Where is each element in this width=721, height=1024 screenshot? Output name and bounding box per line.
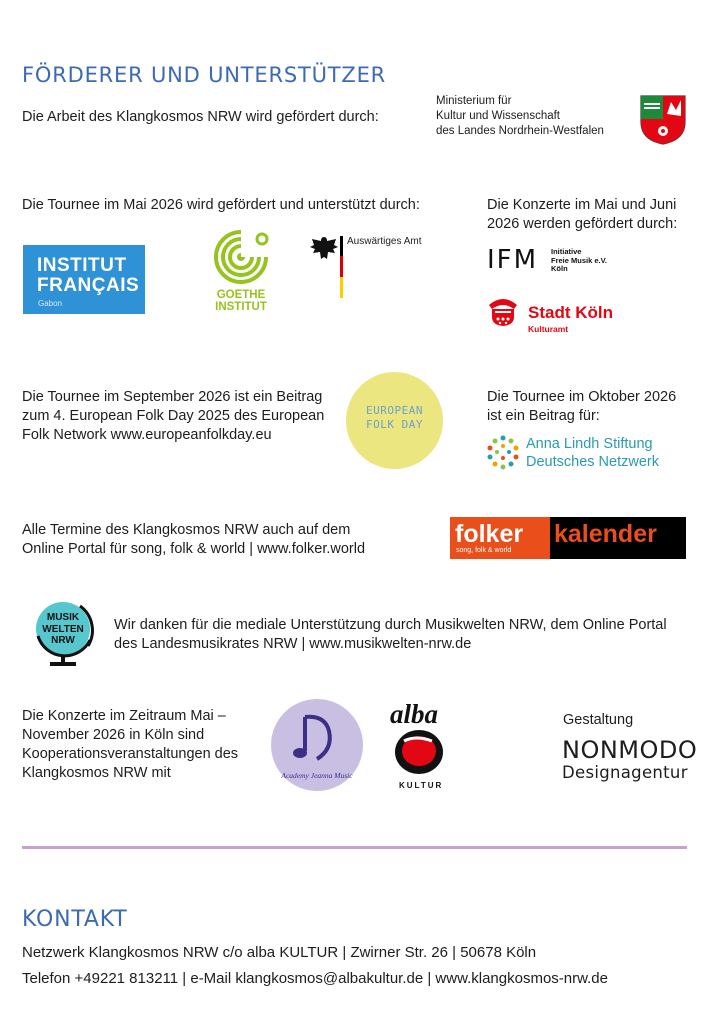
tour-september-line-1: Die Tournee im September 2026 ist ein Beitrag — [22, 389, 323, 405]
anna-lindh-line-2: Deutsches Netzwerk — [526, 454, 659, 470]
musikwelten-text-line-2: des Landesmusikrates NRW | www.musikwelten-nrw.de — [114, 636, 472, 652]
auswaertiges-amt-label: Auswärtiges Amt — [347, 236, 422, 247]
ministry-line-1: Ministerium für — [436, 95, 512, 107]
tour-october-text — [487, 388, 676, 426]
musikwelten-logo — [28, 596, 100, 668]
concerts-may-june-line-1: Die Konzerte im Mai und Juni — [487, 197, 677, 213]
concerts-may-june-line-2: 2026 werden gefördert durch: — [487, 216, 678, 232]
anna-lindh-text — [526, 435, 659, 471]
ifm-line-1: Initiative — [551, 247, 582, 256]
stadt-koeln-crest-icon — [486, 295, 520, 327]
institut-line-1: INSTITUT — [37, 255, 127, 276]
ifm-line-3: Köln — [551, 264, 568, 273]
academy-text: Academy Jeanna Music — [281, 771, 353, 780]
contact-line-2: Telefon +49221 813211 | e-Mail klangkosmos@albakultur.de | www.klangkosmos-nrw.de — [22, 970, 608, 987]
nonmodo-logo: NONMODO — [562, 736, 698, 764]
kulturamt-label: Kulturamt — [528, 324, 569, 334]
academy-music-note-icon — [289, 709, 345, 769]
tour-october-line-1: Die Tournee im Oktober 2026 — [487, 389, 677, 405]
folker-line-1: Alle Termine des Klangkosmos NRW auch auf dem — [22, 522, 351, 538]
musikwelten-line-2: WELTEN — [42, 623, 84, 635]
cologne-line-2: November 2026 in Köln sind — [22, 727, 205, 743]
ministry-line-2: Kultur und Wissenschaft — [436, 110, 561, 122]
contact-heading: KONTAKT — [22, 907, 128, 932]
academy-logo — [271, 699, 363, 791]
cologne-line-4: Klangkosmos NRW mit — [22, 765, 171, 781]
goethe-line-2: INSTITUT — [215, 301, 267, 313]
nonmodo-sub: Designagentur — [562, 763, 688, 782]
musikwelten-line-3: NRW — [51, 635, 75, 646]
stadt-koeln-label: Stadt Köln — [528, 303, 613, 322]
design-label: Gestaltung — [563, 712, 634, 728]
contact-text — [22, 940, 608, 992]
musikwelten-text — [114, 616, 667, 654]
tour-september-line-2: zum 4. European Folk Day 2025 des European — [22, 408, 325, 424]
nrw-coat-of-arms-icon — [638, 94, 688, 146]
european-folk-day-logo — [346, 372, 443, 469]
tour-october-line-2: ist ein Beitrag für: — [487, 408, 600, 424]
ministry-intro: Die Arbeit des Klangkosmos NRW wird gefördert durch: — [22, 109, 379, 125]
supporters-heading: FÖRDERER UND UNTERSTÜTZER — [22, 63, 387, 87]
alba-logo-text: alba — [390, 699, 439, 729]
folker-logo-right: kalender — [554, 520, 657, 548]
folker-line-2: Online Portal für song, folk & world | www.folker.world — [22, 541, 366, 557]
institut-line-2: FRANÇAIS — [37, 275, 140, 296]
institut-francais-logo — [23, 245, 145, 314]
ifm-logo: IFM — [487, 245, 539, 275]
anna-lindh-line-1: Anna Lindh Stiftung — [526, 436, 653, 452]
ifm-text — [551, 248, 607, 274]
efd-line-2: FOLK DAY — [366, 418, 423, 431]
german-flag-stripe — [340, 236, 343, 298]
ministry-name — [436, 94, 604, 139]
anna-lindh-dots-icon — [485, 434, 521, 470]
goethe-text — [205, 289, 277, 313]
efd-line-1: EUROPEAN — [366, 404, 423, 417]
goethe-line-1: GOETHE — [216, 289, 266, 301]
section-divider — [22, 846, 687, 849]
musikwelten-text-line-1: Wir danken für die mediale Unterstützung durch Musikwelten NRW, dem Online Portal — [114, 617, 667, 633]
goethe-spiral-icon — [213, 229, 269, 285]
cologne-concerts-text — [22, 707, 238, 783]
folker-logo-sub: song, folk & world — [456, 547, 512, 554]
tour-september-text — [22, 388, 324, 445]
institut-line-3: Gabon — [38, 299, 63, 308]
folker-logo-left: folker — [455, 520, 524, 548]
alba-kultur-label: KULTUR — [399, 781, 444, 790]
alba-kultur-logo-icon — [392, 727, 446, 777]
federal-eagle-icon — [308, 235, 340, 263]
musikwelten-line-1: MUSIK — [46, 612, 80, 623]
concerts-may-june-intro — [487, 196, 677, 234]
tour-may-intro: Die Tournee im Mai 2026 wird gefördert und unterstützt durch: — [22, 197, 420, 213]
ministry-line-3: des Landes Nordrhein-Westfalen — [436, 125, 604, 137]
ifm-line-2: Freie Musik e.V. — [551, 255, 608, 265]
folker-kalender-logo — [450, 517, 686, 559]
cologne-line-1: Die Konzerte im Zeitraum Mai – — [22, 708, 226, 724]
cologne-line-3: Kooperationsveranstaltungen des — [22, 746, 239, 762]
contact-line-1: Netzwerk Klangkosmos NRW c/o alba KULTUR | Zwirner Str. 26 | 50678 Köln — [22, 944, 537, 961]
folker-text — [22, 521, 365, 559]
tour-september-line-3: Folk Network www.europeanfolkday.eu — [22, 427, 272, 443]
